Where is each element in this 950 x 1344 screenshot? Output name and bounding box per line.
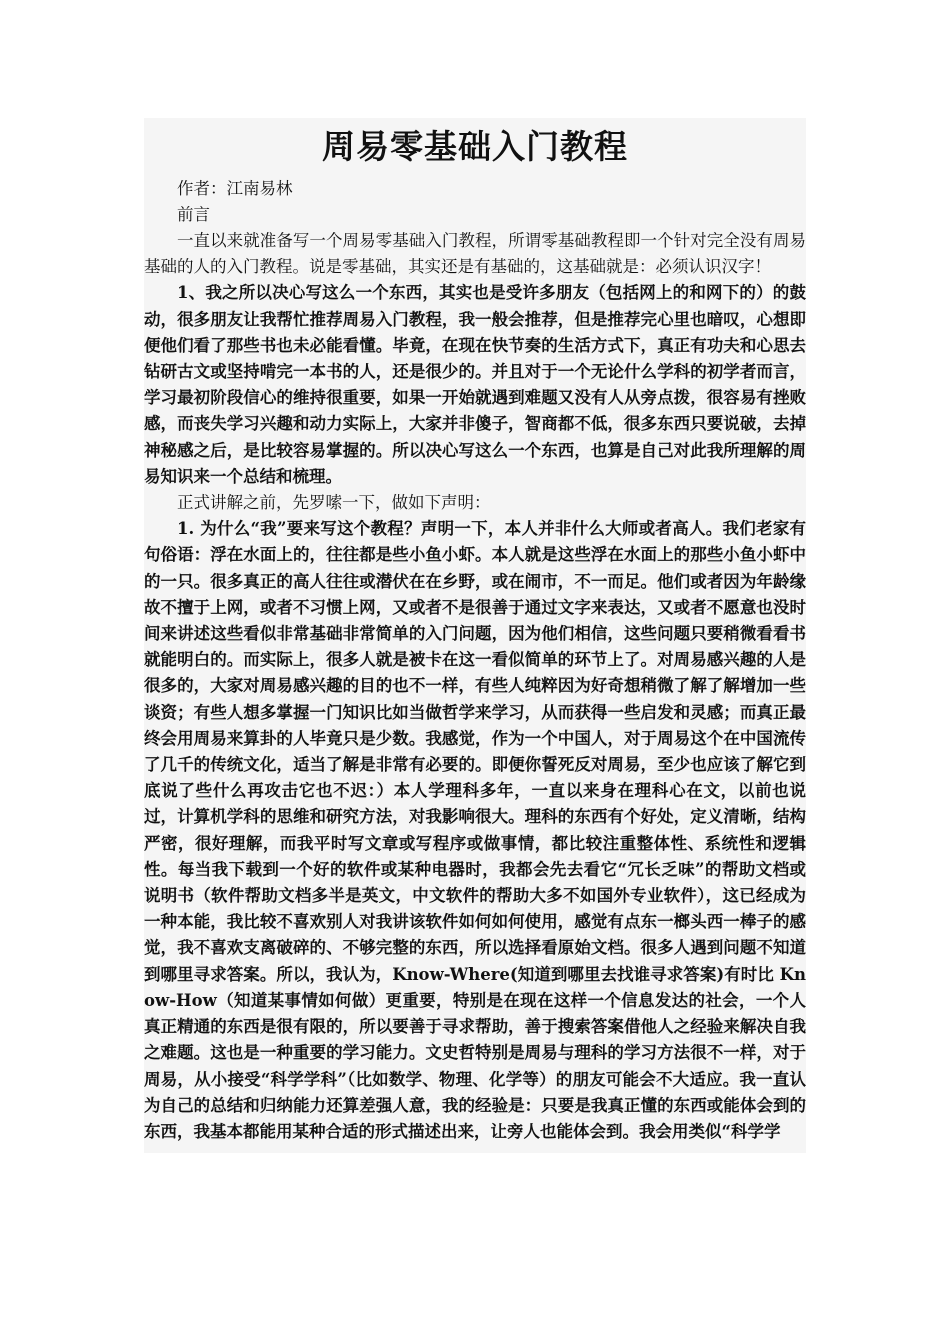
document-title: 周易零基础入门教程 — [322, 127, 628, 166]
preface-heading: 前言 — [177, 205, 210, 224]
paragraph-declaration: 正式讲解之前，先罗嗦一下，做如下声明： — [177, 493, 491, 513]
document-body — [144, 118, 806, 1153]
author-line: 作者：江南易林 — [177, 179, 293, 198]
paragraph-motivation: 1、我之所以决心写这么一个东西，其实也是受许多朋友（包括网上的和网下的）的鼓动，很多朋友让我帮忙推荐周易入门教程，我一般会推荐，但是推荐完心里也暗叹，心想即便他们看了那些书也未必能看懂。毕竟，在现在快节奏的生活方式下，真正有功夫和心思去钻研古文或坚持啃完一本书的人，还是很少的。并且对于一个无论什么学科的初学者而言，学习最初阶段信心的维持很重要，如果一开始就遇到难题又没有人从旁点拨，很容易有挫败感，而丧失学习兴趣和动力实际上，大家并非傻子，智商都不低，很多东西只要说破，去掉神秘感之后，是比较容易掌握的。所以决心写这么一个东西，也算是自己对此我所理解的周易知识来一个总结和梳理。 — [144, 283, 806, 486]
paragraph-why-me: 1. 为什么“我”要来写这个教程？声明一下，本人并非什么大师或者高人。我们老家有句俗语：浮在水面上的，往往都是些小鱼小虾。本人就是这些浮在水面上的那些小鱼小虾中的一只。很多真正的高人往往或潜伏在在乡野，或在闹市，不一而足。他们或者因为年龄缘故不擅于上网，或者不习惯上网，又或者不是很善于通过文字来表达，又或者不愿意也没时间来讲述这些看似非常基础非常简单的入门问题，因为他们相信，这些问题只要稍微看看书就能明白的。而实际上，很多人就是被卡在这一看似简单的环节上了。对周易感兴趣的人是很多的，大家对周易感兴趣的目的也不一样，有些人纯粹因为好奇想稍微了解了解增加一些谈资；有些人想多掌握一门知识比如当做哲学来学习，从而获得一些启发和灵感；而真正最终会用周易来算卦的人毕竟只是少数。我感觉，作为一个中国人，对于周易这个在中国流传了几千的传统文化，适当了解是非常有必要的。即便你誓死反对周易，至少也应该了解它到底说了些什么再攻击它也不迟：）本人学理科多年，一直以来身在理科心在文，以前也说过，计算机学科的思维和研究方法，对我影响很大。理科的东西有个好处，定义清晰，结构严密，很好理解，而我平时写文章或写程序或做事情，都比较注重整体性、系统性和逻辑性。每当我下载到一个好的软件或某种电器时，我都会先去看它“冗长乏味”的帮助文档或说明书（软件帮助文档多半是英文，中文软件的帮助大多不如国外专业软件），这已经成为一种本能，我比较不喜欢别人对我讲该软件如何如何使用，感觉有点东一榔头西一棒子的感觉，我不喜欢支离破碎的、不够完整的东西，所以选择看原始文档。很多人遇到问题不知道到哪里寻求答案。所以，我认为，Know-Where(知道到哪里去找谁寻求答案)有时比 Know-How（知道某事情如何做）更重要，特别是在现在这样一个信息发达的社会，一个人真正精通的东西是很有限的，所以要善于寻求帮助，善于搜索答案借他人之经验来解决自我之难题。这也是一种重要的学习能力。文史哲特别是周易与理科的学习方法很不一样，对于周易，从小接受“科学学科”（比如数学、物理、化学等）的朋友可能会不大适应。我一直认为自己的总结和归纳能力还算差强人意，我的经验是：只要是我真正懂的东西或能体会到的东西，我基本都能用某种合适的形式描述出来，让旁人也能体会到。我会用类似“科学学 — [144, 519, 806, 1141]
paragraph-intro: 一直以来就准备写一个周易零基础入门教程，所谓零基础教程即一个针对完全没有周易基础的人的入门教程。说是零基础，其实还是有基础的，这基础就是：必须认识汉字！ — [144, 231, 806, 277]
